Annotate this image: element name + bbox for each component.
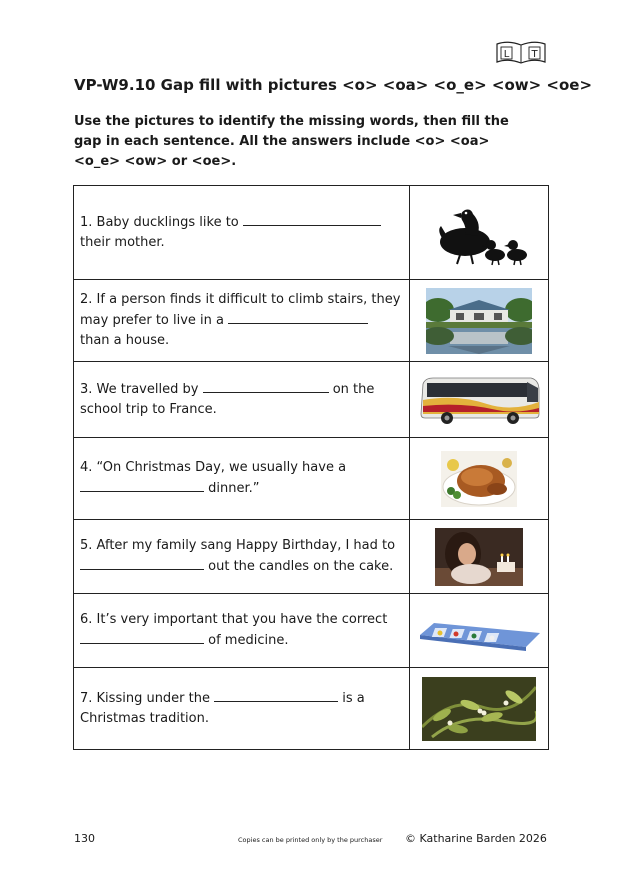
answer-gap[interactable] bbox=[203, 379, 329, 393]
mistletoe-photo bbox=[422, 677, 536, 741]
table-row bbox=[74, 668, 549, 750]
sentence-cell: 7. Kissing under the is a Christmas tradition. bbox=[74, 668, 410, 750]
copyright: © Katharine Barden 2026 bbox=[405, 832, 547, 845]
picture-cell bbox=[409, 280, 548, 362]
table-row bbox=[74, 438, 549, 520]
picture-cell bbox=[409, 186, 548, 280]
picture-cell bbox=[409, 594, 548, 668]
table-row bbox=[74, 520, 549, 594]
sentence-cell: 3. We travelled by on the school trip to France. bbox=[74, 362, 410, 438]
lit-logo-icon bbox=[494, 38, 548, 66]
answer-gap[interactable] bbox=[80, 630, 204, 644]
worksheet-title: VP-W9.10 Gap fill with pictures <o> <oa> <o_e> <ow> <oe> bbox=[74, 76, 593, 94]
copy-note: Copies can be printed only by the purchaser bbox=[238, 836, 383, 844]
answer-gap[interactable] bbox=[80, 556, 204, 570]
gap-fill-table bbox=[73, 185, 549, 750]
sentence-cell: 4. “On Christmas Day, we usually have a dinner.” bbox=[74, 438, 410, 520]
bungalow-photo bbox=[426, 288, 532, 354]
svg-text:L: L bbox=[503, 49, 510, 60]
sentence-cell: 2. If a person finds it difficult to climb stairs, they may prefer to live in a than a house. bbox=[74, 280, 410, 362]
picture-cell bbox=[409, 668, 548, 750]
instructions: Use the pictures to identify the missing words, then fill the gap in each sentence. All the answers include <o> <oa> <o_e> <ow> or <oe>. bbox=[74, 114, 509, 169]
sentence-cell: 6. It’s very important that you have the correct of medicine. bbox=[74, 594, 410, 668]
blowing-candles-photo bbox=[435, 528, 523, 586]
picture-cell bbox=[409, 520, 548, 594]
picture-cell bbox=[409, 438, 548, 520]
answer-gap[interactable] bbox=[214, 688, 338, 702]
table-row bbox=[74, 280, 549, 362]
sentence-cell: 5. After my family sang Happy Birthday, I had to out the candles on the cake. bbox=[74, 520, 410, 594]
ducks-icon bbox=[427, 200, 531, 266]
roast-photo bbox=[441, 451, 517, 507]
table-row bbox=[74, 362, 549, 438]
pill-box-photo bbox=[414, 609, 544, 653]
sentence-cell: 1. Baby ducklings like to their mother. bbox=[74, 186, 410, 280]
answer-gap[interactable] bbox=[228, 310, 368, 324]
answer-gap[interactable] bbox=[80, 478, 204, 492]
answer-gap[interactable] bbox=[243, 212, 381, 226]
table-row bbox=[74, 186, 549, 280]
page-number: 130 bbox=[74, 832, 95, 845]
coach-photo bbox=[417, 374, 541, 426]
table-row bbox=[74, 594, 549, 668]
picture-cell bbox=[409, 362, 548, 438]
svg-text:i: i bbox=[520, 50, 522, 58]
svg-text:T: T bbox=[531, 49, 538, 60]
